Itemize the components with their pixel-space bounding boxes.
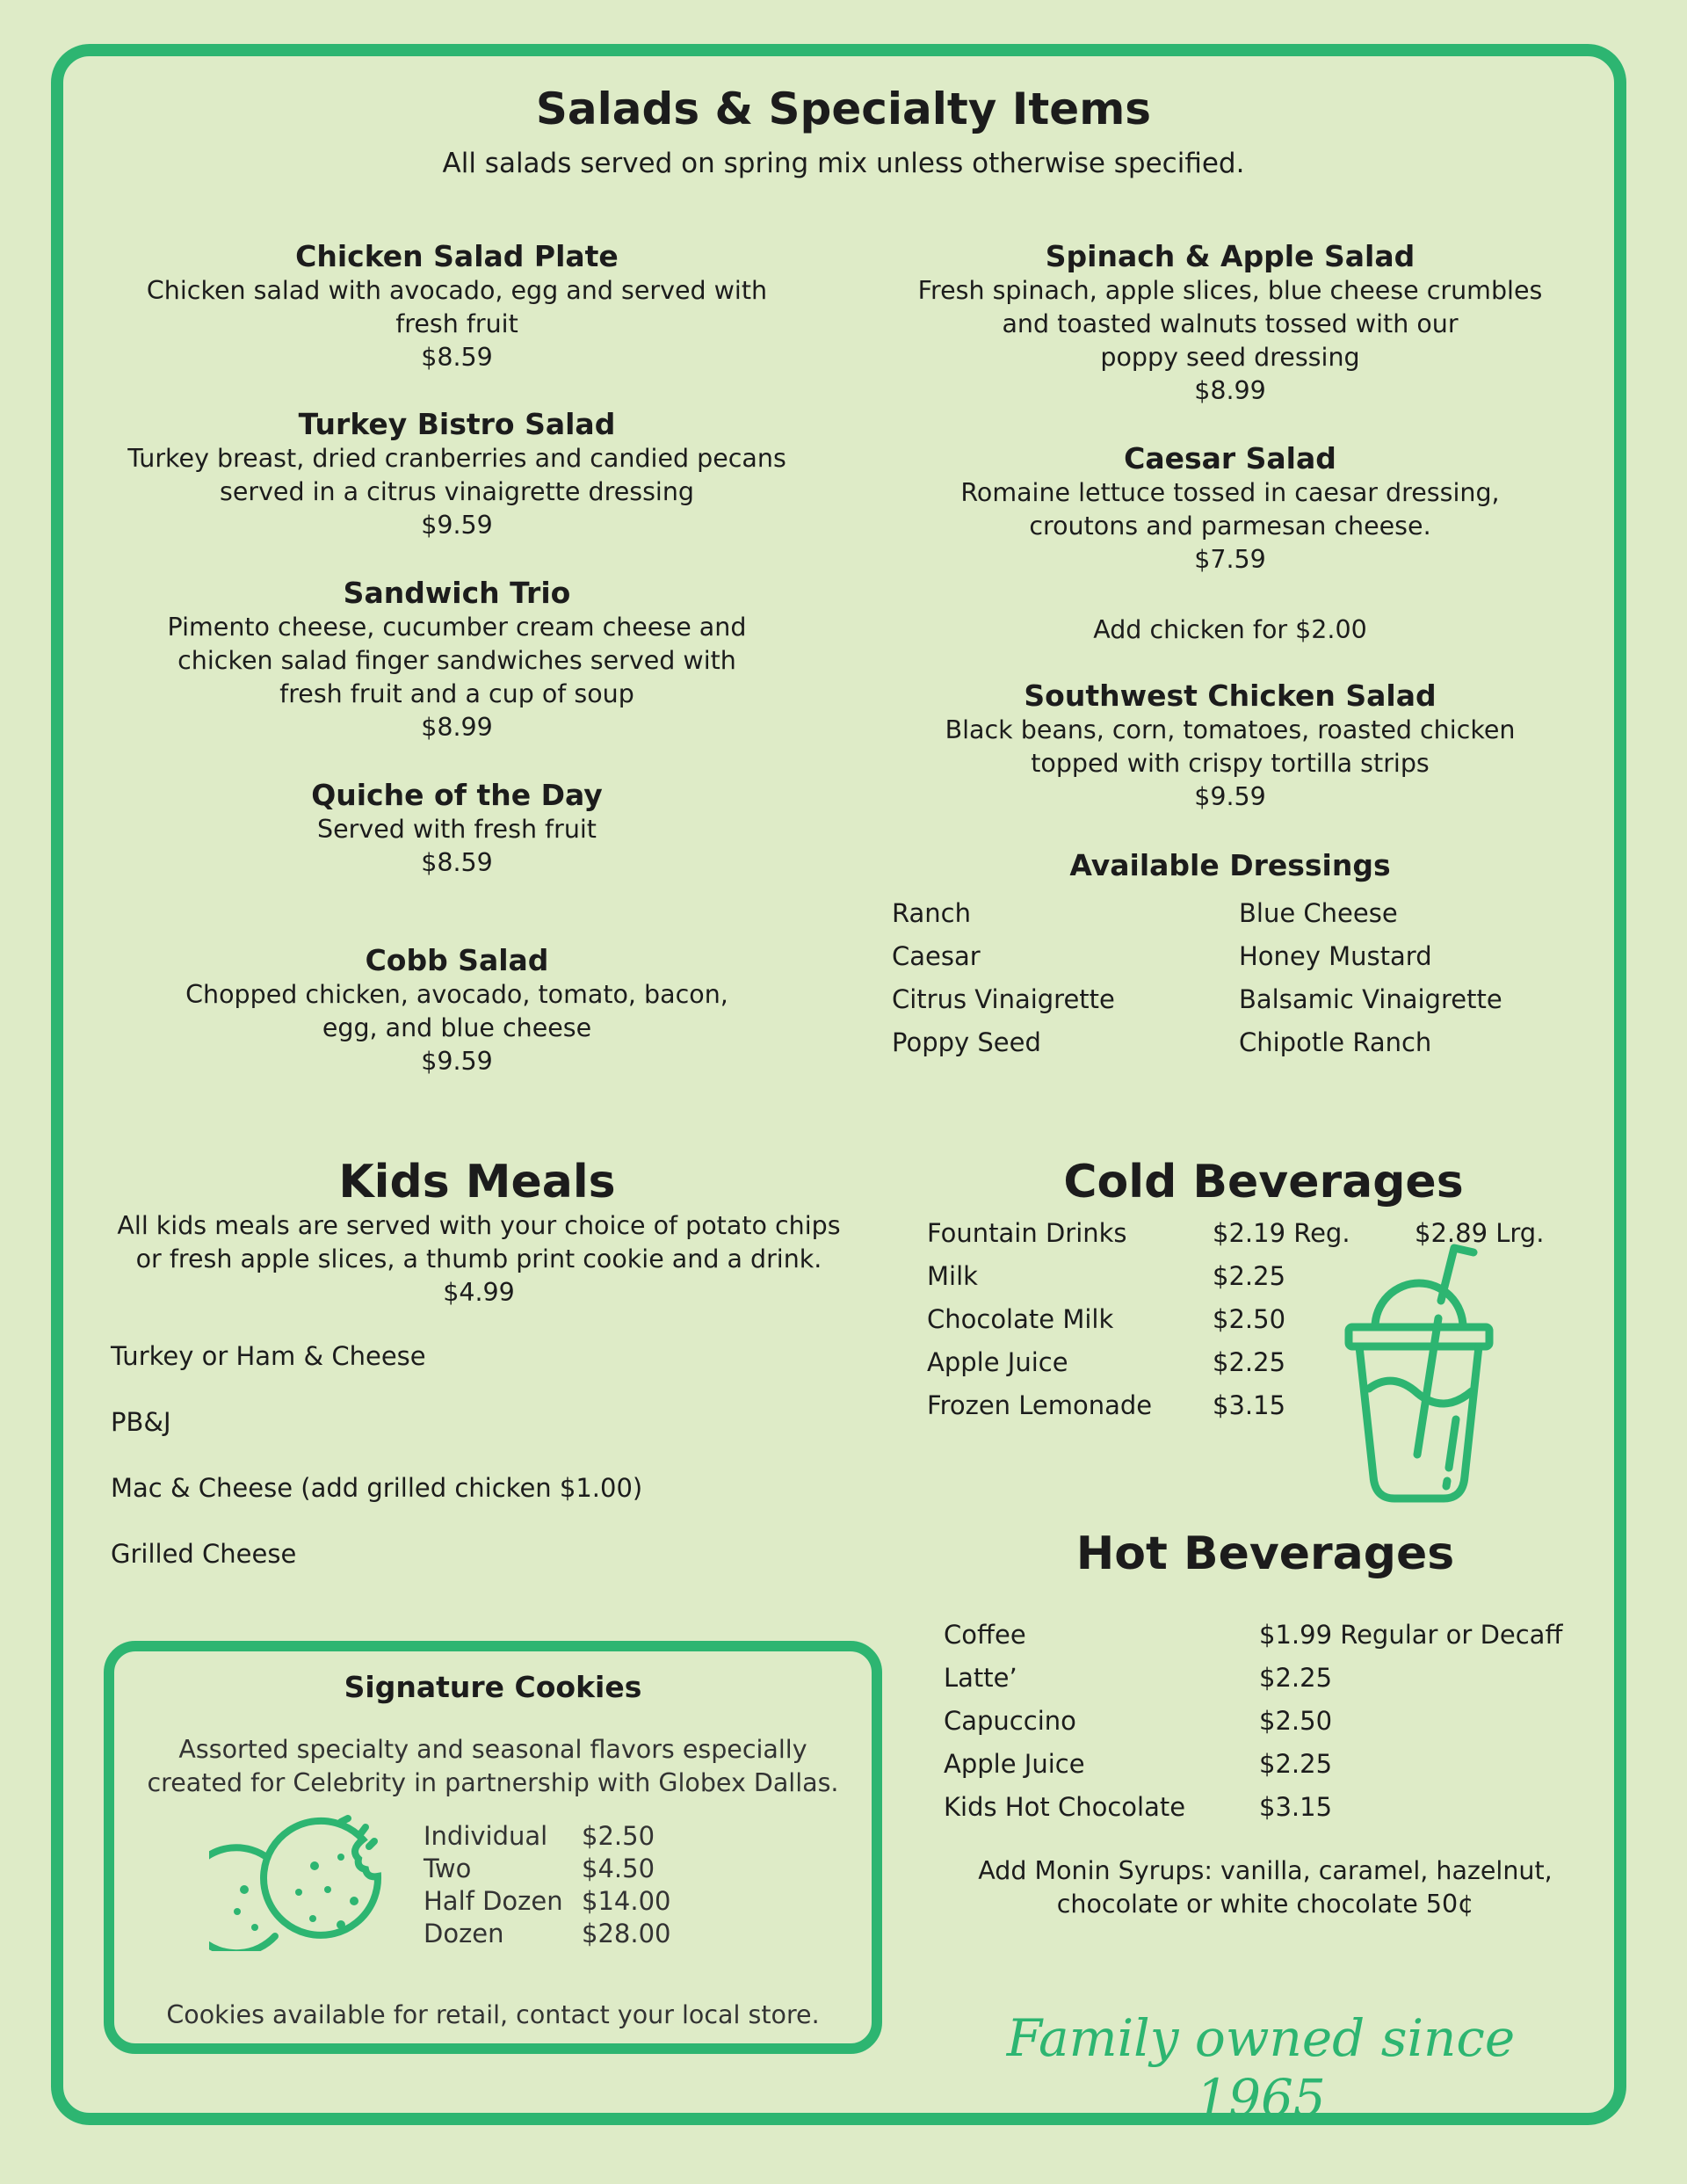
cookie-price-list [582,1820,670,1950]
menu-item-southwest-chicken-salad [879,678,1582,814]
kids-meals-desc [92,1209,865,1310]
dressing-item: Citrus Vinaigrette [892,984,1115,1014]
item-price: $8.99 [421,713,493,742]
cold-bev-name: Frozen Lemonade [927,1390,1153,1420]
hot-bev-price: $2.25 [1259,1663,1333,1693]
menu-item-turkey-bistro-salad [105,407,808,542]
cold-bev-price: $2.25 [1213,1347,1286,1377]
menu-item-cobb-salad [105,943,808,1078]
hot-beverages-title: Hot Beverages [1075,1527,1455,1580]
cold-beverages-title: Cold Beverages [1063,1156,1464,1208]
kids-item: Turkey or Ham & Cheese [111,1341,426,1371]
item-desc: Romaine lettuce tossed in caesar dressing, [960,478,1500,507]
kids-desc-line: or fresh apple slices, a thumb print cookie and a drink. [135,1244,822,1273]
cookie-price: $4.50 [582,1854,655,1883]
cookie-price: $28.00 [582,1919,671,1948]
dressing-item: Blue Cheese [1239,898,1398,928]
item-price: $8.59 [421,343,493,372]
hot-bev-price: $3.15 [1259,1792,1333,1822]
cookies-footer: Cookies available for retail, contact your local store. [166,2000,820,2029]
dressing-item: Balsamic Vinaigrette [1239,984,1502,1014]
syrup-note-line: Add Monin Syrups: vanilla, caramel, hazelnut, [978,1856,1553,1885]
kids-desc-line: All kids meals are served with your choice of potato chips [117,1211,841,1240]
item-name: Cobb Salad [365,943,549,977]
item-name: Chicken Salad Plate [295,239,619,273]
cookies-desc-line: created for Celebrity in partnership with Globex Dallas. [147,1768,839,1797]
dressings-title [879,848,1582,883]
dressings-list-right [1239,892,1502,1064]
signature-cookies-title [104,1670,882,1705]
cookie-price: $2.50 [582,1821,655,1851]
syrup-note [914,1854,1617,1921]
kids-price: $4.99 [443,1278,515,1307]
cookie-qty-list [424,1820,563,1950]
item-desc: and toasted walnuts tossed with our [1002,309,1459,338]
dressing-item: Chipotle Ranch [1239,1027,1432,1057]
item-desc: Fresh spinach, apple slices, blue cheese crumbles [917,276,1543,305]
syrup-note-line: chocolate or white chocolate 50¢ [1056,1890,1474,1919]
item-name: Caesar Salad [1124,441,1336,475]
hot-bev-name: Apple Juice [944,1749,1085,1779]
hot-bev-name: Latte’ [944,1663,1017,1693]
menu-item-chicken-salad-plate [105,239,808,374]
item-name: Quiche of the Day [311,778,603,812]
cold-bev-name: Milk [927,1261,978,1291]
drink-cup-icon [1340,1244,1498,1512]
cold-bev-price: $2.50 [1213,1304,1286,1334]
dressing-item: Poppy Seed [892,1027,1041,1057]
cookie-price: $14.00 [582,1886,671,1916]
page-title: Salads & Specialty Items [535,83,1152,134]
item-desc: topped with crispy tortilla strips [1031,749,1430,778]
kids-item: PB&J [111,1407,171,1437]
item-desc: egg, and blue cheese [322,1013,592,1042]
hot-bev-price: $1.99 Regular or Decaff [1259,1620,1563,1650]
hot-bev-name: Coffee [944,1620,1026,1650]
item-desc: Chicken salad with avocado, egg and served with [146,276,768,305]
menu-item-quiche-of-the-day [105,778,808,880]
cold-bev-price: $3.15 [1213,1390,1286,1420]
menu-item-caesar-salad [879,441,1582,577]
item-price: $8.99 [1194,376,1266,405]
cold-bev-name: Apple Juice [927,1347,1068,1377]
item-desc: chicken salad finger sandwiches served with [177,646,736,675]
item-desc: poppy seed dressing [1100,343,1360,372]
cookies-desc [104,1733,882,1800]
item-price: $9.59 [421,1047,493,1076]
dressing-item: Caesar [892,941,981,971]
add-chicken-note: Add chicken for $2.00 [1093,615,1367,644]
hot-bev-name: Capuccino [944,1706,1076,1736]
item-name: Spinach & Apple Salad [1045,239,1415,273]
dressing-item: Ranch [892,898,971,928]
item-price: $9.59 [421,511,493,540]
item-desc: Served with fresh fruit [317,815,597,844]
item-price: $7.59 [1194,545,1266,574]
menu-item-spinach-apple-salad [879,239,1582,408]
kids-meals-title: Kids Meals [338,1156,616,1208]
item-desc: Black beans, corn, tomatoes, roasted chicken [945,715,1516,744]
cold-bev-name: Fountain Drinks [927,1218,1127,1248]
cold-bev-price-large: $2.89 Lrg. [1415,1218,1545,1248]
cookies-icon [209,1815,394,1951]
item-desc: Pimento cheese, cucumber cream cheese and [167,613,747,642]
cold-bev-name: Chocolate Milk [927,1304,1114,1334]
page-subtitle: All salads served on spring mix unless otherwise specified. [442,148,1245,179]
kids-item: Mac & Cheese (add grilled chicken $1.00) [111,1473,643,1503]
cookies-desc-line: Assorted specialty and seasonal flavors especially [178,1735,807,1764]
dressings-heading: Available Dressings [1069,848,1391,882]
kids-item: Grilled Cheese [111,1539,297,1569]
item-desc: croutons and parmesan cheese. [1029,512,1431,541]
dressing-item: Honey Mustard [1239,941,1432,971]
cookie-qty: Individual [424,1821,548,1851]
cookies-heading: Signature Cookies [344,1670,642,1704]
hot-bev-price: $2.25 [1259,1749,1333,1779]
item-desc: served in a citrus vinaigrette dressing [219,477,695,506]
cookie-qty: Two [424,1854,472,1883]
item-desc: fresh fruit and a cup of soup [279,679,634,708]
item-name: Turkey Bistro Salad [298,407,616,441]
item-name: Southwest Chicken Salad [1024,678,1437,713]
cold-bev-price: $2.25 [1213,1261,1286,1291]
item-price: $8.59 [421,848,493,877]
item-desc: fresh fruit [395,309,518,338]
cookie-qty: Half Dozen [424,1886,563,1916]
item-name: Sandwich Trio [343,576,571,610]
item-desc: Chopped chicken, avocado, tomato, bacon, [185,980,728,1009]
item-desc: Turkey breast, dried cranberries and candied pecans [127,444,786,473]
menu-item-sandwich-trio [105,576,808,744]
hot-bev-price: $2.50 [1259,1706,1333,1736]
item-price: $9.59 [1194,782,1266,811]
cold-bev-price: $2.19 Reg. [1213,1218,1350,1248]
tagline: Family owned since 1965 [1006,2008,1516,2128]
dressings-list-left [892,892,1115,1064]
hot-bev-name: Kids Hot Chocolate [944,1792,1186,1822]
cookie-qty: Dozen [424,1919,504,1948]
